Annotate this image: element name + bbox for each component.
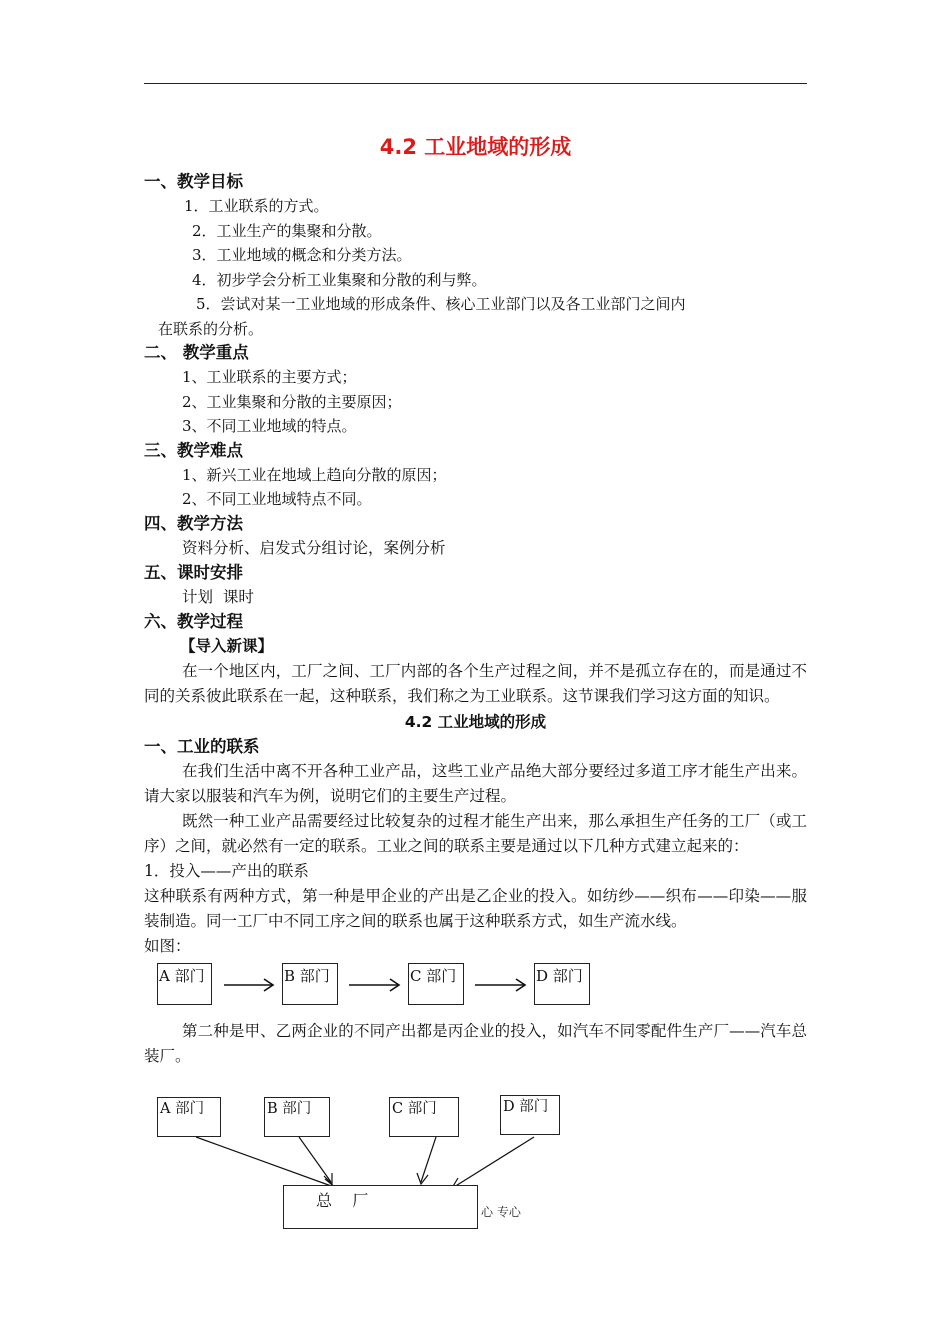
difficulty-item: 2、不同工业地域特点不同。 (182, 490, 372, 508)
arrow-b-total (299, 1137, 331, 1182)
intro-label: 【导入新课】 (180, 636, 274, 655)
source-box-d: D 部门 (500, 1095, 560, 1135)
paragraph: 在我们生活中离不开各种工业产品，这些工业产品绝大部分要经过多道工序才能生产出来。请大家以服装和汽车为例，说明它们的主要生产过程。 (144, 761, 807, 805)
flow-box-b: B 部门 (282, 963, 338, 1005)
section-heading-key-points: 二、 教学重点 (144, 343, 249, 362)
paragraph: 既然一种工业产品需要经过比较复杂的过程才能生产出来，那么承担生产任务的工厂（或工序）之间，就必然有一定的联系。工业之间的联系主要是通过以下几种方式建立起来的： (144, 811, 807, 855)
objective-item-continuation: 在联系的分析。 (158, 319, 264, 338)
page-title: 4.2 工业地域的形成 (379, 135, 572, 159)
document-body (144, 130, 807, 1247)
section-heading-process: 六、教学过程 (144, 611, 243, 631)
paragraph: 这种联系有两种方式，第一种是甲企业的产出是乙企业的投入。如纺纱——织布——印染——服装制造。同一工厂中不同工序之间的联系也属于这种联系方式，如生产流水线。 (144, 886, 807, 930)
part-heading-industrial-links: 一、工业的联系 (144, 736, 260, 756)
objective-item: 3．工业地域的概念和分类方法。 (192, 246, 412, 264)
section-heading-difficulties: 三、教学难点 (144, 440, 243, 460)
assembly-plant-label: 总 厂 (316, 1190, 369, 1210)
key-point-item: 3、不同工业地域的特点。 (182, 417, 357, 435)
flow-box-c: C 部门 (408, 963, 464, 1005)
section-heading-objectives: 一、教学目标 (144, 172, 243, 191)
flow-box-d: D 部门 (534, 963, 590, 1005)
convergent-flow-diagram (144, 1097, 807, 1247)
schedule-text: 计划 课时 (182, 587, 254, 606)
flow-box-a: A 部门 (157, 963, 212, 1005)
objective-item: 5．尝试对某一工业地域的形成条件、核心工业部门以及各工业部门之间内 (196, 295, 686, 313)
methods-text: 资料分析、启发式分组讨论，案例分析 (182, 538, 446, 557)
objective-item: 1．工业联系的方式。 (184, 197, 329, 215)
figure-label: 如图： (144, 936, 191, 955)
arrow-c-total (421, 1137, 436, 1182)
list-item-input-output: 1．投入——产出的联系 (144, 861, 309, 880)
section-subtitle: 4.2 工业地域的形成 (404, 712, 547, 731)
assembly-plant-box (283, 1185, 478, 1229)
section-heading-methods: 四、教学方法 (144, 513, 243, 533)
header-rule (144, 83, 807, 84)
key-point-item: 2、工业集聚和分散的主要原因； (182, 392, 402, 411)
arrow-a-total (196, 1137, 334, 1187)
source-box-a: A 部门 (157, 1097, 221, 1137)
objective-item: 4．初步学会分析工业集聚和分散的利与弊。 (192, 270, 487, 289)
intro-paragraph: 在一个地区内，工厂之间、工厂内部的各个生产过程之间，并不是孤立存在的，而是通过不同的关系彼此联系在一起，这种联系，我们称之为工业联系。这节课我们学习这方面的知识。 (144, 661, 807, 705)
source-box-b: B 部门 (264, 1097, 330, 1137)
arrow-d-total (454, 1137, 534, 1187)
flow-arrows (144, 961, 807, 1009)
source-box-c: C 部门 (389, 1097, 459, 1137)
section-heading-schedule: 五、课时安排 (144, 562, 243, 582)
paragraph: 第二种是甲、乙两企业的不同产出都是丙企业的投入，如汽车不同零配件生产厂——汽车总装厂。 (144, 1021, 807, 1065)
linear-flow-diagram (144, 961, 807, 1009)
objective-item: 2．工业生产的集聚和分散。 (192, 221, 382, 240)
key-point-item: 1、工业联系的主要方式； (182, 368, 357, 386)
footer-text: 心 专心 (481, 1204, 521, 1219)
difficulty-item: 1、新兴工业在地域上趋向分散的原因； (182, 465, 447, 484)
